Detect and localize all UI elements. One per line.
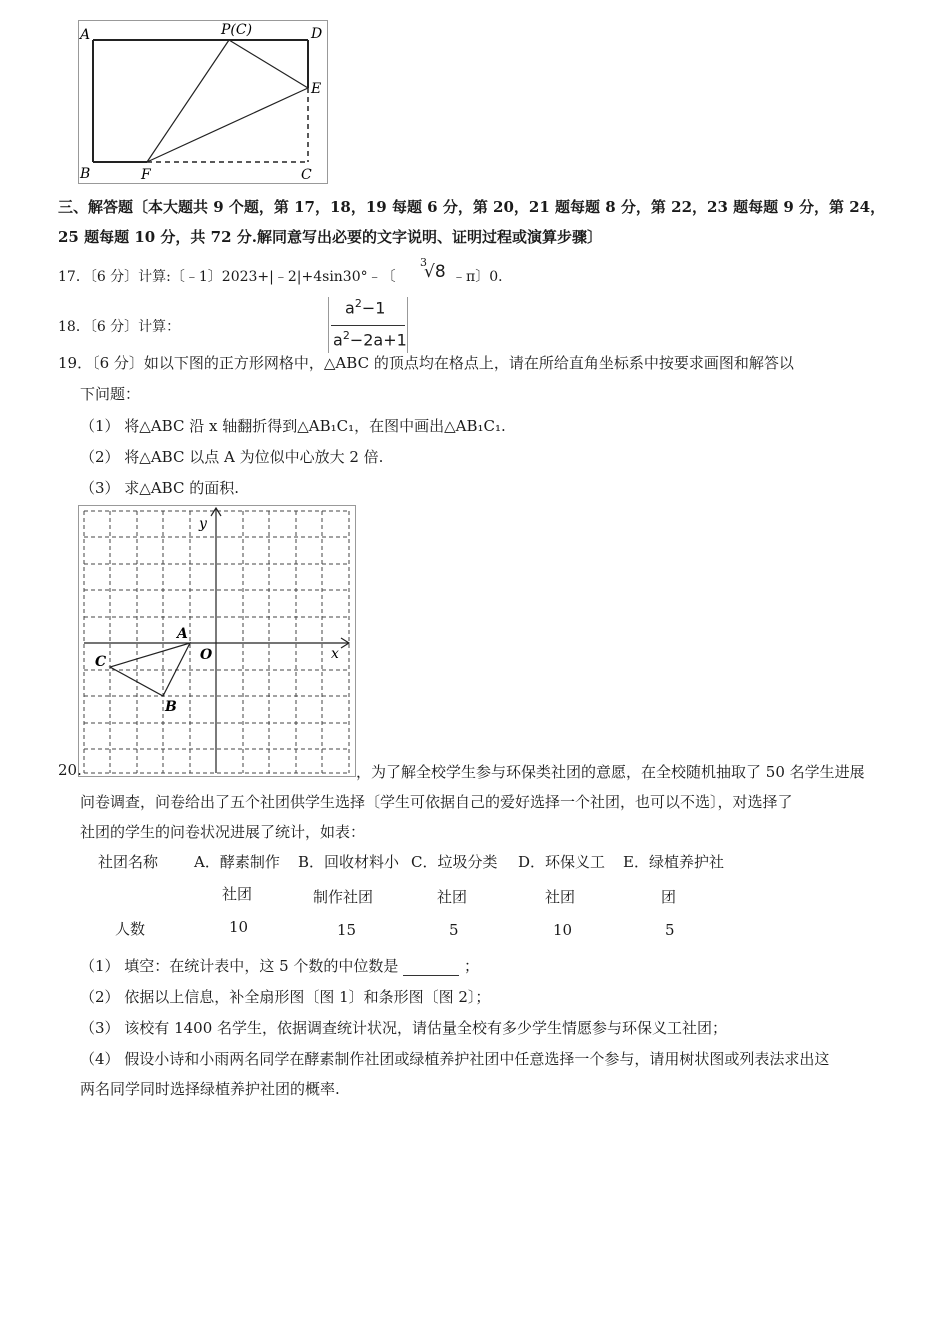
question-17 [58,266,396,286]
table-col-c-row2: 社团 [437,888,468,906]
q20-part1-text: （1） 填空：在统计表中，这 5 个数的中位数是 [80,957,399,975]
table-header-label: 社团名称 [98,853,159,871]
coordinate-grid-figure [78,505,356,777]
q20-part4-line2: 两名同学同时选择绿植养护社团的概率. [80,1080,340,1098]
table-col-b-row1: B．回收材料小 [298,853,400,871]
label-B: B [165,699,177,715]
q18-fraction-bar [331,325,405,326]
label-C: C [301,167,312,183]
label-A: A [80,27,91,43]
table-col-a-value: 10 [229,918,249,936]
label-y: y [199,516,207,532]
q18-fraction [328,297,408,353]
table-col-c-value: 5 [449,921,459,939]
label-C: C [95,654,107,670]
q17-root-index: 3 [420,256,427,269]
q20-part3: （3） 该校有 1400 名学生，依据调查统计状况，请估量全校有多少学生情愿参与环保义工社团； [80,1019,728,1037]
q19-line2: 下问题： [80,385,141,403]
q17-root: √8 [424,262,446,282]
table-col-d-value: 10 [553,921,573,939]
q20-line1: ，为了解全校学生参与环保类社团的意愿，在全校随机抽取了 50 名学生进展 [356,763,865,781]
label-x: x [331,646,339,662]
q20-part1-end: ； [463,957,479,975]
label-D: D [311,26,323,42]
q17-prefix: 17．〔6 分〕计算:〔﹣1〕2023+|﹣2|+4sin30°﹣〔 [58,269,396,285]
question-18: 18．〔6 分〕计算： [58,319,181,335]
table-col-b-value: 15 [337,921,357,939]
rectangle-fold-svg [79,21,327,183]
q20-part4-line1: （4） 假设小诗和小雨两名同学在酵素制作社团或绿植养护社团中任意选择一个参与，请用树状图或列表法求出这 [80,1050,830,1068]
q19-line1: 19．〔6 分〕如以下图的正方形网格中，△ABC 的顶点均在格点上，请在所给直角坐标系中按要求画图和解答以 [58,354,794,372]
q20-part1 [80,955,479,976]
table-col-d-row1: D．环保义工 [518,853,606,871]
segment-PE [229,40,308,88]
label-F: F [141,167,151,183]
table-col-e-row1: E．绿植养护社 [623,853,724,871]
label-P: P(C) [221,22,253,38]
median-answer-blank[interactable] [403,961,459,976]
q20-line3: 社团的学生的问卷状况进展了统计，如表： [80,823,366,841]
table-col-e-value: 5 [665,921,675,939]
q19-part2: （2） 将△ABC 以点 A 为位似中心放大 2 倍. [80,448,384,466]
q19-part3: （3） 求△ABC 的面积. [80,479,239,497]
q18-denominator: $a^2-2a+1$ [333,329,407,350]
table-col-a-row1: A．酵素制作 [194,853,280,871]
label-E: E [311,81,322,97]
q17-suffix: ﹣π〕0． [452,269,513,285]
table-count-label: 人数 [115,920,146,938]
q20-part2: （2） 依据以上信息，补全扇形图〔图 1〕和条形图〔图 2〕； [80,988,491,1006]
table-col-b-row2: 制作社团 [313,888,374,906]
q20-number: 20. [58,761,82,779]
label-A: A [177,626,188,642]
table-col-c-row1: C．垃圾分类 [411,853,498,871]
section3-heading-line2: 25 题每题 10 分，共 72 分.解同意写出必要的文字说明、证明过程或演算步骤〕 [58,228,602,246]
label-B: B [80,166,91,182]
q18-numerator: $a^2-1$ [345,297,386,318]
q20-line2: 问卷调查，问卷给出了五个社团供学生选择〔学生可依据自己的爱好选择一个社团，也可以不选〕，对选择了 [80,793,793,811]
section3-heading-line1: 三、解答题〔本大题共 9 个题，第 17，18，19 每题 6 分，第 20，21 题每题 8 分，第 22，23 题每题 9 分，第 24， [58,198,886,216]
table-col-a-row2: 社团 [222,885,253,903]
q19-part1: （1） 将△ABC 沿 x 轴翻折得到△AB₁C₁，在图中画出△AB₁C₁. [80,417,506,435]
rectangle-fold-figure [78,20,328,184]
table-col-e-row2: 团 [661,888,677,906]
coordinate-grid-svg [79,506,355,776]
table-col-d-row2: 社团 [545,888,576,906]
label-O: O [200,647,213,663]
